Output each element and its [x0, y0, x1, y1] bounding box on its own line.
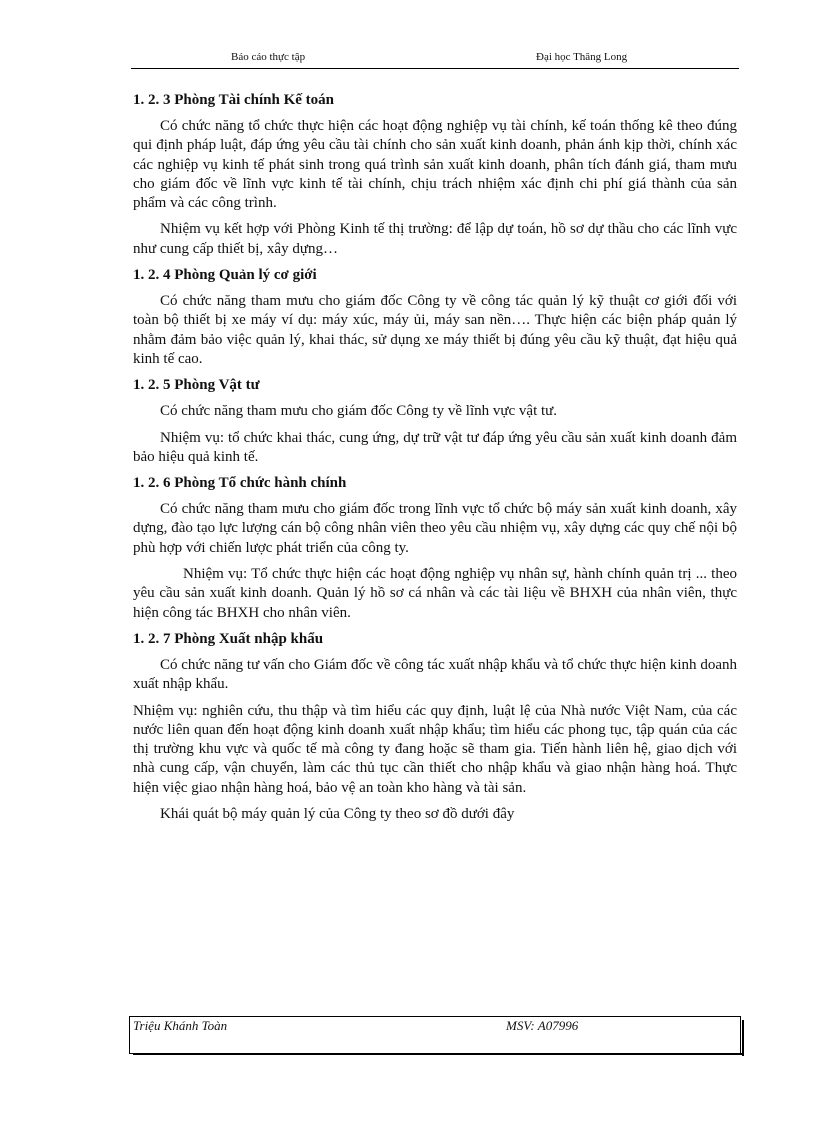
paragraph: Có chức năng tham mưu cho giám đốc trong lĩnh vực tổ chức bộ máy sản xuất kinh doanh, xây dựng, đào tạo lực lượng cán bộ công nhân viên theo yêu cầu nhiệm vụ, xây dựng các quy chế nội bộ phù hợp với chiến lược phát triển của công ty. [133, 501, 737, 556]
paragraph: Nhiệm vụ: Tổ chức thực hiện các hoạt động nghiệp vụ nhân sự, hành chính quản trị ... theo yêu cầu sản xuất kinh doanh. Quản lý hồ sơ cá nhân và các tài liệu về BHXH của nhân viên, thực hiện công tác BHXH cho nhân viên. [133, 566, 737, 621]
section-title-import-export: 1. 2. 7 Phòng Xuất nhập khẩu [133, 630, 324, 647]
page-footer [129, 1016, 741, 1054]
header-report-title: Báo cáo thực tập [231, 51, 306, 63]
footer-student-id: MSV: A07996 [506, 1018, 579, 1033]
paragraph: Có chức năng tham mưu cho giám đốc Công ty về lĩnh vực vật tư. [160, 403, 558, 420]
section-title-materials: 1. 2. 5 Phòng Vật tư [133, 377, 260, 394]
section-title-administration: 1. 2. 6 Phòng Tổ chức hành chính [133, 475, 347, 492]
paragraph: Có chức năng tham mưu cho giám đốc Công ty về công tác quản lý kỹ thuật cơ giới đối với toàn bộ thiết bị xe máy ví dụ: máy xúc, máy ủi, máy san nền…. Thực hiện các biện pháp quản lý nhằm đảm bảo việc quản lý, khai thác, sử dụng xe máy thiết bị đúng yêu cầu kỹ thuật, đạt hiệu quả kinh tế cao. [133, 293, 737, 367]
page-header [131, 48, 739, 69]
paragraph: Nhiệm vụ: nghiên cứu, thu thập và tìm hiểu các quy định, luật lệ của Nhà nước Việt Nam, của các nước liên quan đến hoạt động kinh doanh xuất nhập khẩu; tìm hiểu các phong tục, tập quán của các thị trường khu vực và quốc tế mà công ty đang hoặc sẽ tham gia. Tiến hành liên hệ, giao dịch với nhà cung cấp, vận chuyển, làm các thủ tục cần thiết cho nhập khẩu và giao nhận hàng hoá. Thực hiện việc giao nhận hàng hoá, bảo vệ an toàn kho hàng và tài sản. [133, 702, 737, 796]
footer-author-name: Triệu Khánh Toàn [133, 1018, 228, 1033]
footer-shadow [742, 1020, 744, 1056]
paragraph: Có chức năng tư vấn cho Giám đốc về công tác xuất nhập khẩu và tổ chức thực hiện kinh doanh xuất nhập khẩu. [133, 656, 737, 693]
paragraph: Có chức năng tổ chức thực hiện các hoạt động nghiệp vụ tài chính, kế toán thống kê theo đúng qui định pháp luật, đáp ứng yêu cầu tài chính cho sản xuất kinh doanh, phản ánh kịp thời, chính xác các nghiệp vụ kinh tế phát sinh trong quá trình sản xuất kinh doanh, phân tích đánh giá, tham mưu cho giám đốc về lĩnh vực kinh tế tài chính, chịu trách nhiệm xác định chi phí giá thành của sản phẩm và các công trình. [133, 118, 737, 212]
paragraph: Nhiệm vụ kết hợp với Phòng Kinh tế thị trường: để lập dự toán, hồ sơ dự thầu cho các lĩnh vực như cung cấp thiết bị, xây dựng… [133, 221, 737, 257]
header-university: Đại học Thăng Long [536, 51, 628, 63]
paragraph: Khái quát bộ máy quản lý của Công ty theo sơ đồ dưới đây [160, 806, 515, 823]
paragraph: Nhiệm vụ: tổ chức khai thác, cung ứng, dự trữ vật tư đáp ứng yêu cầu sản xuất kinh doanh đảm bảo hiệu quả kinh tế. [133, 429, 737, 465]
document-body [133, 91, 737, 831]
section-title-machinery: 1. 2. 4 Phòng Quản lý cơ giới [133, 267, 317, 284]
section-title-accounting: 1. 2. 3 Phòng Tài chính Kế toán [133, 92, 335, 108]
